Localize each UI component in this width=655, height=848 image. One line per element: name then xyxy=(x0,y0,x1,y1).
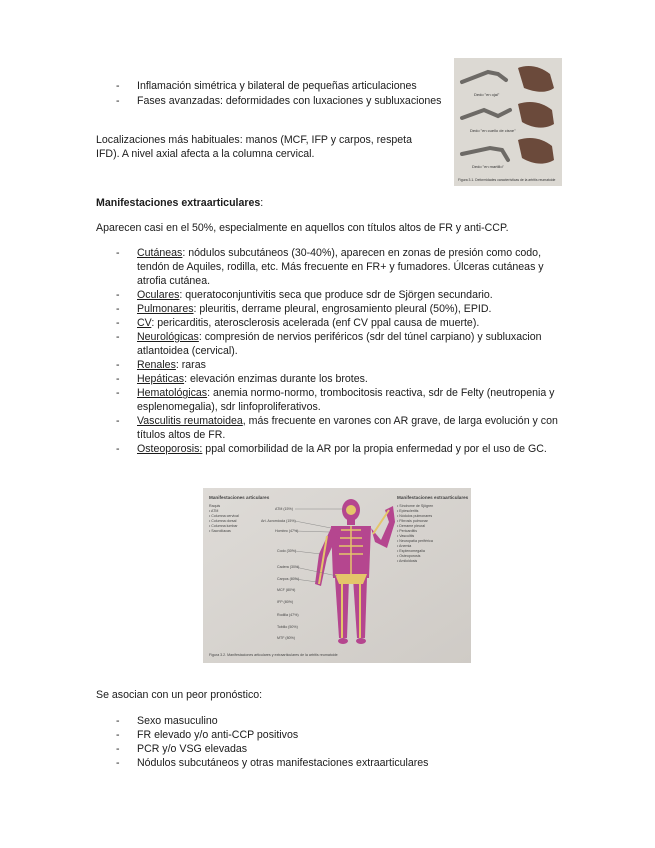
extra-intro: Aparecen casi en el 50%, especialmente en aquellos con títulos altos de FR y anti-CCP. xyxy=(96,222,509,234)
figure-list-item: • Columna cervical xyxy=(209,514,239,518)
list-item: - Inflamación simétrica y bilateral de pequeñas articulaciones xyxy=(116,79,456,93)
figure-list-item: • Columna lumbar xyxy=(209,524,238,528)
hand-label: Dedo "en cuello de cisne" xyxy=(470,128,516,133)
list-item: - CV: pericarditis, aterosclerosis acelerada (enf CV ppal causa de muerte). xyxy=(116,316,560,330)
figure-list-item: • Osteoporosis xyxy=(397,554,421,558)
joint-label: Codo (30%) xyxy=(277,549,297,553)
joint-label: ATM (15%) xyxy=(275,507,293,511)
hand-label: Dedo "en ojal" xyxy=(474,92,500,97)
figure-caption: Figura 3.2. Manifestaciones articulares y extraarticulares de la artritis reumatoide xyxy=(209,653,338,657)
list-item: - Renales: raras xyxy=(116,358,560,372)
joint-label: MTF (80%) xyxy=(277,636,295,640)
joint-label: Hombro (47%) xyxy=(275,529,299,533)
figure-title: Manifestaciones articulares xyxy=(209,495,270,500)
figure-list-item: • Sacroilíacas xyxy=(209,529,231,533)
figure-list-item: • Amiloidosis xyxy=(397,559,418,563)
list-item: - Nódulos subcutáneos y otras manifestaciones extraarticulares xyxy=(116,756,556,770)
joint-label: IFP (80%) xyxy=(277,600,294,604)
list-item: - Cutáneas: nódulos subcutáneos (30-40%), aparecen en zonas de presión como codo, tendón de Aquiles, rodilla, etc. Más frecuente en FR+ y fumadores. Úlceras cutáneas y atrofia cutánea. xyxy=(116,246,560,288)
list-item: - Neurológicas: compresión de nervios periféricos (sdr del túnel carpiano) y subluxacion atlantoidea (cervical). xyxy=(116,330,560,358)
hand-deformities-drawing xyxy=(454,58,562,186)
figure-list-item: • Fibrosis pulmonar xyxy=(397,519,428,523)
pronostico-heading: Se asocian con un peor pronóstico: xyxy=(96,689,263,701)
list-item: - Pulmonares: pleuritis, derrame pleural, engrosamiento pleural (50%), EPID. xyxy=(116,302,560,316)
figure-title: Manifestaciones extraarticulares xyxy=(397,495,469,500)
figure-list-item: • Pericarditis xyxy=(397,529,418,533)
list-item: - Sexo masuculino xyxy=(116,714,556,728)
figure-caption: Figura 3.1. Deformidades características de la artritis reumatoide xyxy=(458,178,556,182)
list-item: - Hepáticas: elevación enzimas durante los brotes. xyxy=(116,372,560,386)
list-item: - Fases avanzadas: deformidades con luxaciones y subluxaciones xyxy=(116,94,456,108)
figure-list-item: • Síndrome de Sjögren xyxy=(397,504,434,508)
list-item: - Oculares: queratoconjuntivitis seca que produce sdr de Sjörgen secundario. xyxy=(116,288,560,302)
section-heading: Manifestaciones extraarticulares: xyxy=(96,197,264,209)
figure-list-item: • Columna dorsal xyxy=(209,519,237,523)
figure-list-item: Raquis xyxy=(209,504,221,508)
figure-list-item: • Anemia xyxy=(397,544,412,548)
hand-deformities-figure xyxy=(454,58,562,186)
body-manifestations-figure xyxy=(203,488,471,663)
joint-label: Cadera (30%) xyxy=(277,565,300,569)
figure-list-item: • Epiescleritis xyxy=(397,509,419,513)
figure-list-item: • Derrame pleural xyxy=(397,524,426,528)
localizaciones-paragraph: Localizaciones más habituales: manos (MCF, IFP y carpos, respeta IFD). A nivel axial afecta a la columna cervical. xyxy=(96,134,412,160)
joint-label: Tobillo (50%) xyxy=(277,625,298,629)
figure-list-item: • Neuropatía periférica xyxy=(397,539,433,543)
list-item: - Vasculitis reumatoidea, más frecuente en varones con AR grave, de larga evolución y con títulos altos de FR. xyxy=(116,414,560,442)
list-item: - FR elevado y/o anti-CCP positivos xyxy=(116,728,556,742)
joint-label: Art. Acromiocla (15%) xyxy=(261,519,296,523)
joint-label: Rodilla (47%) xyxy=(277,613,299,617)
list-item: - Osteoporosis: ppal comorbilidad de la AR por la propia enfermedad y por el uso de GC. xyxy=(116,442,560,456)
joint-label: MCF (80%) xyxy=(277,588,296,592)
intro-list xyxy=(116,79,456,108)
figure-list-item: • ATM xyxy=(209,509,219,513)
body-manifestations-drawing xyxy=(203,488,471,663)
figure-list-item: • Esplenomegalia xyxy=(397,549,425,553)
figure-list-item: • Nódulos pulmonares xyxy=(397,514,433,518)
hand-label: Dedo "en martillo" xyxy=(472,164,504,169)
list-item: - PCR y/o VSG elevadas xyxy=(116,742,556,756)
figure-list-item: • Vasculitis xyxy=(397,534,415,538)
list-item: - Hematológicas: anemia normo-normo, trombocitosis reactiva, sdr de Felty (neutropenia y esplenomegalia), sdr linfoproliferativos. xyxy=(116,386,560,414)
extraarticular-list xyxy=(116,246,560,456)
joint-label: Carpos (80%) xyxy=(277,577,300,581)
pronostico-list xyxy=(116,714,556,770)
